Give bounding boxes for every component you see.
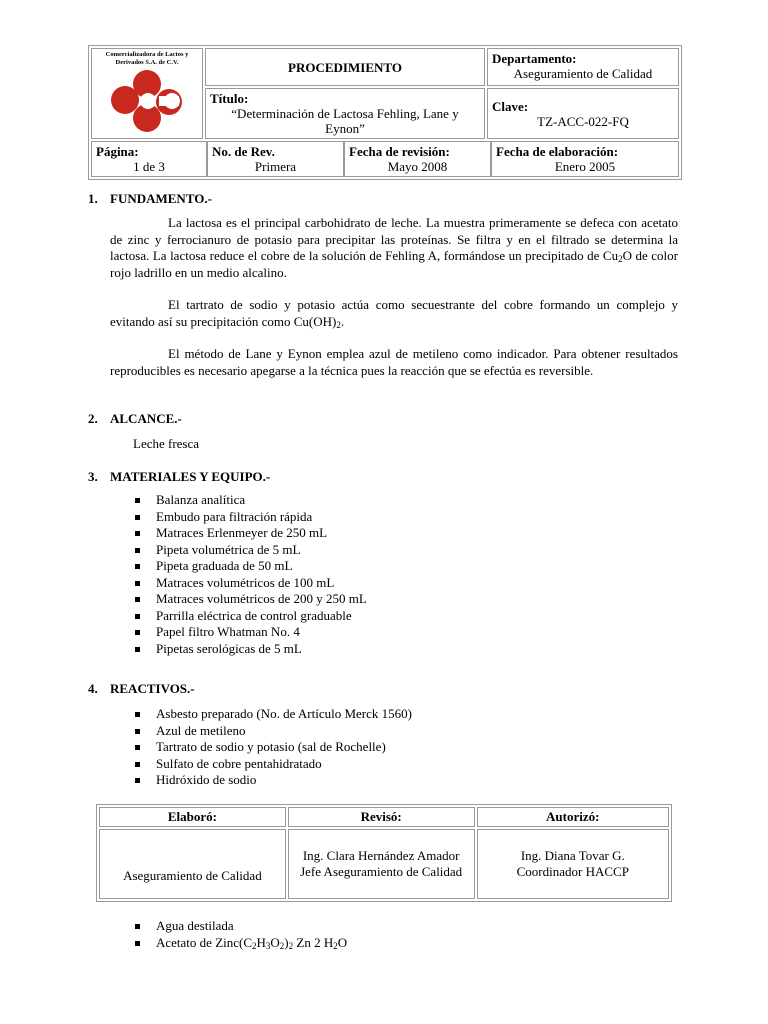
section-number: 2. [88, 411, 98, 426]
company-logo-icon [107, 68, 187, 136]
elaboro-label: Elaboró: [99, 807, 286, 827]
revdate-value: Mayo 2008 [387, 159, 448, 174]
materiales-list [133, 492, 367, 657]
list-item-text: Pipeta graduada de 50 mL [156, 558, 293, 573]
list-item-text: Hidróxido de sodio [156, 772, 257, 787]
header-table [88, 45, 682, 180]
list-item-text: Embudo para filtración rápida [156, 508, 313, 524]
rev-label: No. de Rev. [212, 144, 275, 159]
list-item [133, 624, 367, 641]
list-item-text: Parrilla eléctrica de control graduable [156, 607, 352, 623]
list-item-text: Sulfato de cobre pentahidratado [156, 755, 322, 771]
elaboro-value: Aseguramiento de Calidad [123, 868, 262, 883]
list-item [133, 739, 412, 756]
paragraph-text: La lactosa es el principal carbohidrato de leche. La muestra primeramente se defeca con acetato de zinc y ferrocianuro de potasio para precipitar las proteínas. Se filtra y en el filtrado se determina la lactosa. La lactosa reduce el cobre de la solución de Fehling A, formándose un precipitado de Cu [110, 215, 678, 263]
code-label: Clave: [492, 98, 529, 114]
list-item [133, 772, 412, 789]
section-heading-fundamento [88, 191, 212, 207]
reviso-value-cell [288, 829, 475, 899]
reviso-role: Jefe Aseguramiento de Calidad [300, 864, 463, 879]
formula-part: ) [284, 934, 289, 950]
department-label: Departamento: [492, 51, 577, 66]
autorizo-label: Autorizó: [477, 807, 669, 827]
signatures-table [96, 804, 672, 902]
list-item [133, 608, 367, 625]
reviso-label: Revisó: [288, 807, 475, 827]
reactivos-list [133, 706, 412, 789]
section-title: MATERIALES Y EQUIPO.- [110, 469, 271, 484]
paragraph-text: O de color rojo ladrillo en un medio alcalino. [110, 248, 678, 280]
subscript: 2 [618, 254, 623, 264]
list-item-text: Papel filtro Whatman No. 4 [156, 624, 300, 639]
department-cell [487, 48, 679, 86]
list-item-text: Tartrato de sodio y potasio (sal de Rochelle) [156, 739, 386, 754]
list-item [133, 591, 367, 608]
section-number: 4. [88, 681, 98, 696]
list-item [133, 575, 367, 592]
subscript: 2 [336, 319, 341, 330]
bottom-row-table [91, 141, 679, 177]
subscript: 2 [288, 940, 294, 951]
list-item [133, 525, 367, 542]
bottom-row [91, 141, 679, 177]
page-value: 1 de 3 [133, 159, 165, 174]
fundamento-paragraph-1 [110, 215, 678, 281]
paragraph-text: El tartrato de sodio y potasio actúa como secuestrante del cobre formando un complejo y evitando así su precipitación como Cu(OH) [110, 297, 678, 329]
formula-part: Zn 2 H [293, 934, 334, 950]
list-item [133, 492, 367, 509]
section-heading-reactivos [88, 681, 195, 697]
subscript: 2 [279, 940, 285, 951]
subscript: 2 [252, 940, 257, 951]
doc-type-cell [205, 48, 485, 86]
paragraph-text: El método de Lane y Eynon emplea azul de metileno como indicador. Para obtener resultados reproducibles es necesario apegarse a la técnica pues la reacción que se efectúa es reversible. [110, 346, 678, 378]
company-name: Comercializadora de Lactos y Derivados S.A. de C.V. [105, 51, 189, 66]
list-item [133, 641, 367, 658]
elabdate-value: Enero 2005 [554, 159, 616, 174]
formula-part: H [256, 934, 266, 950]
autorizo-name: Ing. Diana Tovar G. [520, 848, 625, 863]
elabdate-label: Fecha de elaboración: [496, 144, 619, 159]
section-title: ALCANCE.- [110, 411, 182, 426]
title-value: “Determinación de Lactosa Fehling, Lane y Eynon” [231, 106, 459, 136]
revdate-label: Fecha de revisión: [349, 144, 450, 159]
revdate-cell [344, 141, 491, 177]
section-heading-materiales [88, 469, 270, 485]
rev-value: Primera [254, 159, 297, 174]
alcance-text: Leche fresca [133, 436, 200, 451]
list-item-text: Azul de metileno [156, 722, 246, 738]
formula-part: Acetato de Zinc(C [156, 934, 253, 950]
paragraph-text: . [340, 313, 345, 329]
list-item-text: Asbesto preparado (No. de Artículo Merck 1560) [156, 706, 412, 721]
reviso-name: Ing. Clara Hernández Amador [302, 848, 460, 863]
rev-cell [207, 141, 344, 177]
section-number: 3. [88, 469, 98, 484]
section-title: FUNDAMENTO.- [110, 191, 212, 206]
list-item [133, 918, 347, 935]
list-item-text: Matraces volumétricos de 200 y 250 mL [156, 591, 367, 606]
fundamento-paragraph-2 [110, 297, 678, 330]
autorizo-role: Coordinador HACCP [516, 864, 629, 879]
subscript: 3 [265, 940, 271, 951]
list-item [133, 542, 367, 559]
page-label: Página: [96, 144, 139, 159]
page-cell [91, 141, 207, 177]
list-item-text: Pipetas serológicas de 5 mL [156, 640, 302, 656]
logo-cell [91, 48, 203, 139]
section-number: 1. [88, 191, 98, 206]
formula-part: O [337, 934, 348, 950]
elabdate-cell [491, 141, 679, 177]
title-label: Título: [210, 91, 249, 106]
list-item-text: Pipeta volumétrica de 5 mL [156, 541, 301, 557]
list-item-text: Agua destilada [156, 918, 234, 933]
list-item [133, 935, 347, 952]
list-item [133, 509, 367, 526]
fundamento-paragraph-3 [110, 346, 678, 379]
list-item-text: Matraces Erlenmeyer de 250 mL [156, 525, 328, 540]
section-heading-alcance [88, 411, 182, 427]
list-item [133, 756, 412, 773]
formula-part: O [270, 934, 280, 950]
reactivos-list-continued [133, 918, 347, 951]
list-item [133, 723, 412, 740]
title-cell [205, 88, 485, 139]
code-cell [487, 88, 679, 139]
list-item-text: Matraces volumétricos de 100 mL [156, 574, 335, 590]
elaboro-value-cell [99, 829, 286, 899]
department-value: Aseguramiento de Calidad [513, 66, 653, 81]
section-title: REACTIVOS.- [110, 681, 195, 696]
autorizo-value-cell [477, 829, 669, 899]
list-item [133, 558, 367, 575]
list-item-text: Balanza analítica [156, 492, 246, 507]
doc-type: PROCEDIMIENTO [288, 59, 402, 75]
list-item [133, 706, 412, 723]
subscript: 2 [333, 940, 338, 951]
code-value: TZ-ACC-022-FQ [537, 113, 629, 129]
